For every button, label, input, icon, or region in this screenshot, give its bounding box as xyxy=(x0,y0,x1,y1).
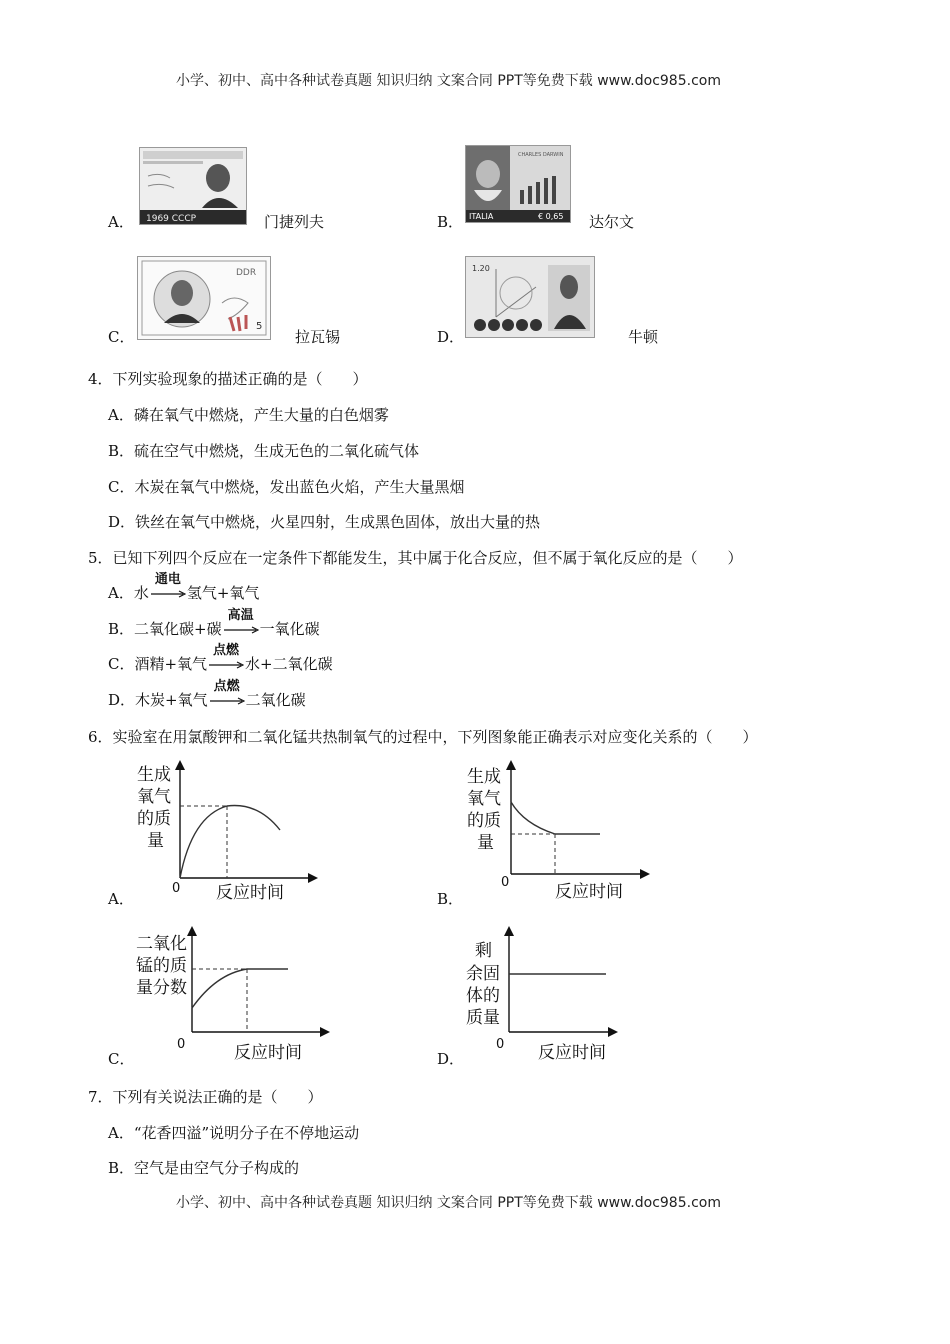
q7-stem: 7．下列有关说法正确的是（ ） xyxy=(88,1088,323,1106)
q7-option-a[interactable]: A．“花香四溢”说明分子在不停地运动 xyxy=(108,1124,360,1142)
q6-stem: 6．实验室在用氯酸钾和二氧化锰共热制氧气的过程中，下列图象能正确表示对应变化关系的（ ） xyxy=(88,728,758,746)
graph-curve xyxy=(180,806,280,879)
q5-option-a[interactable] xyxy=(108,572,260,603)
option-letter: A． xyxy=(108,213,134,231)
y-axis-label-line: 二氧化 xyxy=(136,934,187,954)
darwin-stamp-image xyxy=(465,145,571,223)
x-axis-label: 反应时间 xyxy=(216,883,284,903)
y-axis-label-line: 剩 xyxy=(475,941,492,961)
option-letter: B． xyxy=(437,213,464,231)
reaction-arrow xyxy=(207,643,245,674)
y-axis-label-line: 的质 xyxy=(467,811,501,831)
y-axis-arrow-icon xyxy=(504,926,514,936)
reaction-arrow xyxy=(149,572,187,603)
graph-b-chart xyxy=(460,758,660,906)
y-axis-label-line: 生成 xyxy=(137,765,171,785)
stamp-country: ITALIA xyxy=(469,212,494,221)
origin-label: 0 xyxy=(496,1037,505,1052)
equation-products: 一氧化碳 xyxy=(259,620,320,638)
y-axis-label-line: 锰的质 xyxy=(136,956,187,976)
stamp-value: 5 xyxy=(256,321,263,332)
equation-reactants: A．水 xyxy=(108,584,149,602)
y-axis-label-line: 量 xyxy=(147,831,164,851)
option-letter: C． xyxy=(108,328,135,346)
q4-option-b[interactable]: B．硫在空气中燃烧，生成无色的二氧化硫气体 xyxy=(108,442,420,460)
q4-option-c[interactable]: C．木炭在氧气中燃烧，发出蓝色火焰，产生大量黑烟 xyxy=(108,478,465,496)
scientist-name-newton: 牛顿 xyxy=(628,328,659,346)
y-axis-arrow-icon xyxy=(175,760,185,770)
y-axis-label-line: 氧气 xyxy=(467,789,501,809)
stamp-label: 1969 CCCP xyxy=(146,214,197,224)
scientist-name-darwin: 达尔文 xyxy=(589,213,635,231)
graph-curve xyxy=(511,802,600,834)
equation-reactants: D．木炭+氧气 xyxy=(108,691,208,709)
newton-stamp-image xyxy=(465,256,595,338)
reaction-arrow xyxy=(222,608,260,639)
y-axis-label-line: 量分数 xyxy=(136,978,187,998)
option-letter: D． xyxy=(437,328,465,346)
scientist-name-mendeleev: 门捷列夫 xyxy=(264,213,325,231)
reaction-condition: 高温 xyxy=(227,608,254,623)
y-axis-label-line: 生成 xyxy=(467,767,501,787)
reaction-arrow xyxy=(208,679,246,710)
q5-stem: 5．已知下列四个反应在一定条件下都能发生，其中属于化合反应，但不属于氧化反应的是（ ） xyxy=(88,549,743,567)
option-letter: C． xyxy=(108,1050,135,1068)
option-letter: A． xyxy=(108,890,134,908)
y-axis-arrow-icon xyxy=(187,926,197,936)
y-axis-label-line: 氧气 xyxy=(137,787,171,807)
arrow-icon xyxy=(208,660,244,670)
stamp-value: 1.20 xyxy=(472,264,490,273)
x-axis-arrow-icon xyxy=(640,869,650,879)
page-footer: 小学、初中、高中各种试卷真题 知识归纳 文案合同 PPT等免费下载 www.doc985.com xyxy=(176,1195,721,1211)
x-axis-label: 反应时间 xyxy=(538,1043,606,1063)
x-axis-arrow-icon xyxy=(308,873,318,883)
option-letter: B． xyxy=(437,890,464,908)
x-axis-label: 反应时间 xyxy=(234,1043,302,1063)
q4-stem: 4．下列实验现象的描述正确的是（ ） xyxy=(88,370,368,388)
y-axis-label-line: 量 xyxy=(477,833,494,853)
equation-products: 水+二氧化碳 xyxy=(245,655,333,673)
q5-option-c[interactable] xyxy=(108,643,333,674)
x-axis-arrow-icon xyxy=(320,1027,330,1037)
stamp-value: € 0,65 xyxy=(538,212,564,221)
page-header: 小学、初中、高中各种试卷真题 知识归纳 文案合同 PPT等免费下载 www.doc985.com xyxy=(176,73,721,89)
stamp-caption: CHARLES DARWIN xyxy=(518,152,564,158)
y-axis-label-line: 质量 xyxy=(466,1008,500,1028)
y-axis-label-line: 的质 xyxy=(137,809,171,829)
graph-curve xyxy=(192,969,288,1008)
scientist-name-lavoisier: 拉瓦锡 xyxy=(295,328,341,346)
option-letter: D． xyxy=(437,1050,465,1068)
graph-d-chart xyxy=(460,922,660,1066)
y-axis-arrow-icon xyxy=(506,760,516,770)
lavoisier-stamp-image xyxy=(137,256,271,340)
reaction-condition: 通电 xyxy=(154,572,181,587)
q7-option-b[interactable]: B．空气是由空气分子构成的 xyxy=(108,1159,300,1177)
reaction-condition: 点燃 xyxy=(213,643,240,658)
origin-label: 0 xyxy=(172,881,181,896)
origin-label: 0 xyxy=(501,875,510,890)
q4-option-a[interactable]: A．磷在氧气中燃烧，产生大量的白色烟雾 xyxy=(108,406,389,424)
equation-reactants: B．二氧化碳+碳 xyxy=(108,620,222,638)
mendeleev-stamp-image xyxy=(139,147,247,225)
q5-option-d[interactable] xyxy=(108,679,306,710)
equation-reactants: C．酒精+氧气 xyxy=(108,655,208,673)
arrow-icon xyxy=(150,589,186,599)
stamp-country: DDR xyxy=(236,268,257,278)
equation-products: 氢气+氧气 xyxy=(186,584,260,602)
graph-c-chart xyxy=(130,922,330,1066)
y-axis-label-line: 余固 xyxy=(466,964,500,984)
y-axis-label-line: 体的 xyxy=(466,986,500,1006)
x-axis-label: 反应时间 xyxy=(555,882,623,902)
arrow-icon xyxy=(223,625,259,635)
q4-option-d[interactable]: D．铁丝在氧气中燃烧，火星四射，生成黑色固体，放出大量的热 xyxy=(108,513,541,531)
graph-a-chart xyxy=(130,758,330,906)
origin-label: 0 xyxy=(177,1037,186,1052)
equation-products: 二氧化碳 xyxy=(245,691,306,709)
x-axis-arrow-icon xyxy=(608,1027,618,1037)
arrow-icon xyxy=(209,696,245,706)
q5-option-b[interactable] xyxy=(108,608,320,639)
reaction-condition: 点燃 xyxy=(213,679,240,694)
